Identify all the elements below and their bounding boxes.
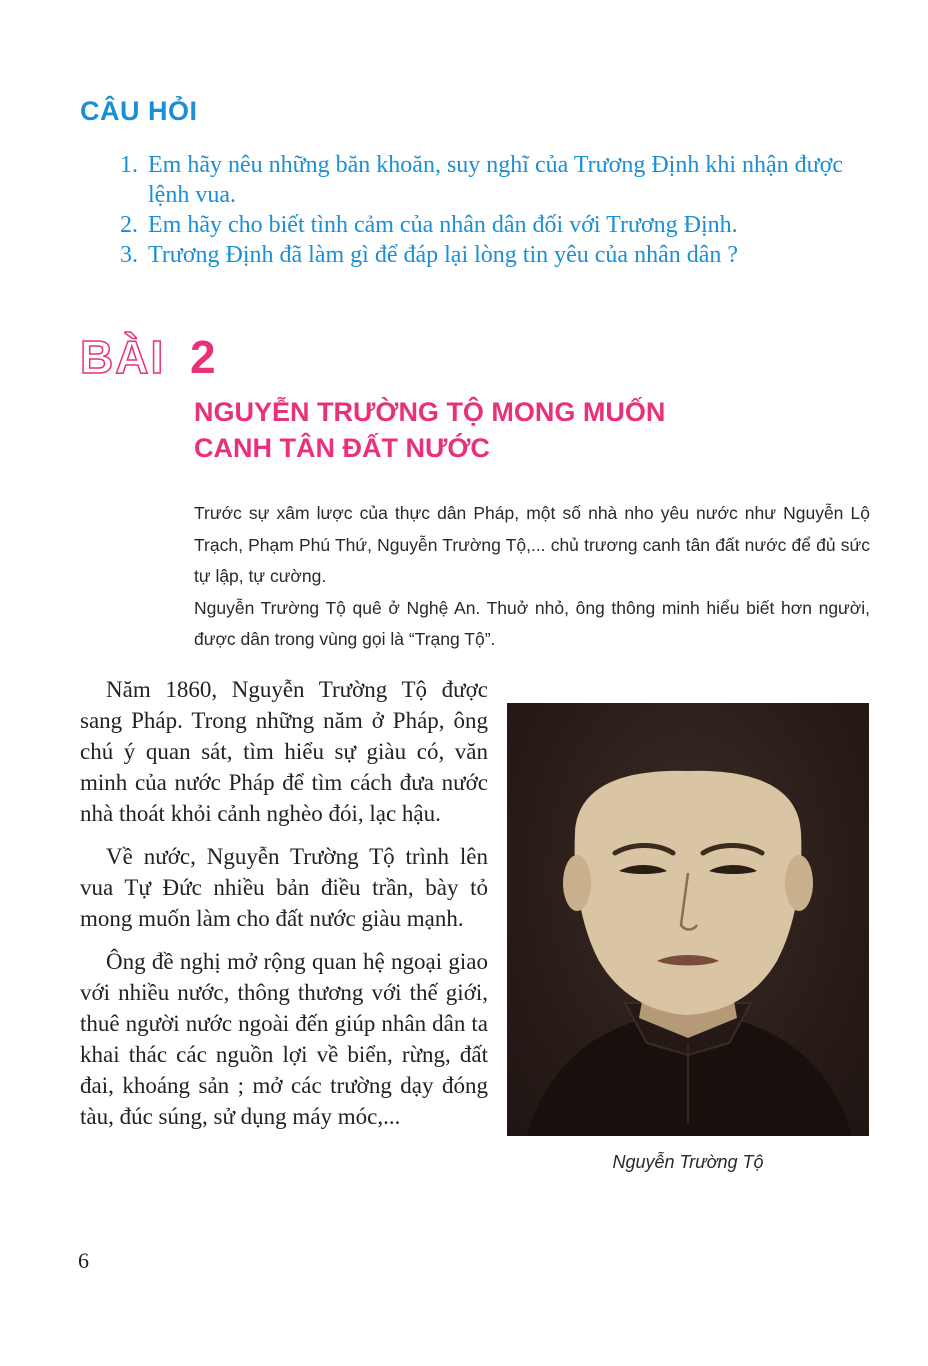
lesson-title-line-1: NGUYỄN TRƯỜNG TỘ MONG MUỐN: [194, 397, 666, 427]
questions-heading: CÂU HỎI: [80, 96, 198, 126]
question-item: [120, 150, 872, 210]
body-paragraph-1: Năm 1860, Nguyễn Trường Tộ được sang Pháp. Trong những năm ở Pháp, ông chú ý quan sát, tìm hiểu sự giàu có, văn minh của nước Pháp để tìm cách đưa nước nhà thoát khỏi cảnh nghèo đói, lạc hậu.: [80, 677, 488, 826]
question-number: 1.: [120, 152, 138, 178]
portrait-caption: Nguyễn Trường Tộ: [612, 1152, 764, 1172]
question-number: 3.: [120, 242, 138, 268]
question-text: Trương Định đã làm gì để đáp lại lòng tin yêu của nhân dân ?: [148, 242, 739, 268]
body-paragraph-3: Ông đề nghị mở rộng quan hệ ngoại giao với nhiều nước, thông thương với thế giới, thuê người nước ngoài đến giúp nhân dân ta khai thác các nguồn lợi về biển, rừng, đất đai, khoáng sản ; mở các trường dạy đóng tàu, đúc súng, sử dụng máy móc,...: [80, 949, 488, 1129]
question-item: [120, 240, 872, 270]
question-text: Em hãy cho biết tình cảm của nhân dân đối với Trương Định.: [148, 212, 738, 238]
lesson-title: [194, 394, 665, 466]
intro-paragraph-2: Nguyễn Trường Tộ quê ở Nghệ An. Thuở nhỏ, ông thông minh hiểu biết hơn người, được dân trong vùng gọi là “Trạng Tộ”.: [194, 597, 870, 649]
lesson-title-line-2: CANH TÂN ĐẤT NƯỚC: [194, 433, 490, 463]
body-paragraph-2: Về nước, Nguyễn Trường Tộ trình lên vua Tự Đức nhiều bản điều trần, bày tỏ mong muốn làm cho đất nước giàu mạnh.: [80, 844, 488, 931]
lesson-label: BÀI: [80, 331, 166, 383]
intro-paragraph-1: Trước sự xâm lược của thực dân Pháp, một số nhà nho yêu nước như Nguyễn Lộ Trạch, Phạm Phú Thứ, Nguyễn Trường Tộ,... chủ trương canh tân đất nước để đủ sức tự lập, tự cường.: [194, 503, 870, 586]
lesson-number: 2: [190, 331, 216, 383]
question-item: [120, 210, 872, 240]
page-number: 6: [78, 1248, 89, 1273]
question-text: Em hãy nêu những băn khoăn, suy nghĩ của Trương Định khi nhận được lệnh vua.: [148, 152, 844, 208]
body-text: [80, 674, 488, 1144]
question-number: 2.: [120, 212, 138, 238]
portrait-drawing: [507, 703, 869, 1136]
portrait-image: [507, 703, 869, 1136]
questions-list: [120, 150, 872, 270]
lesson-intro: [194, 498, 870, 656]
